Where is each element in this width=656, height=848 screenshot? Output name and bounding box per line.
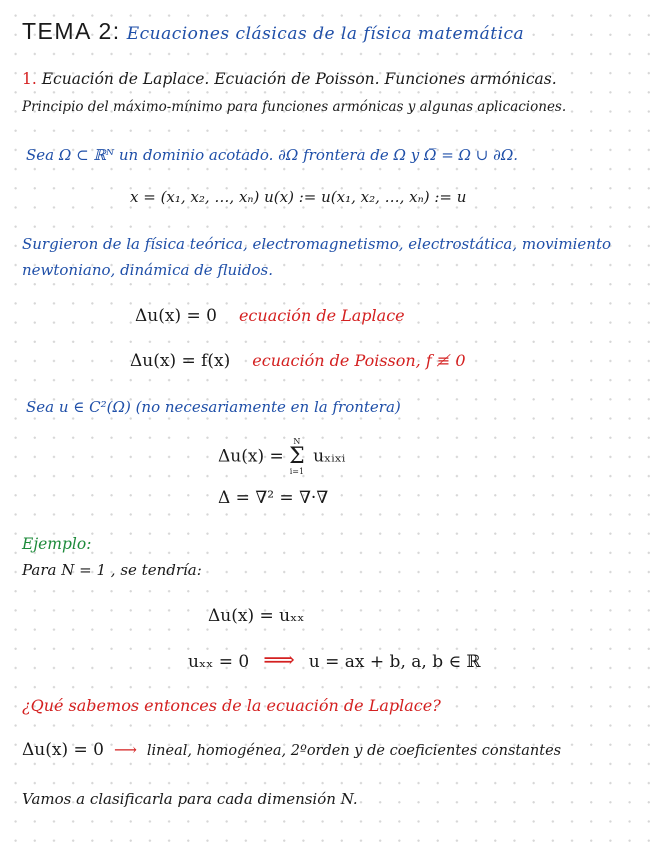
nabla-identity: Δ = ∇² = ∇·∇ <box>218 488 329 508</box>
sum-lower-limit: i=1 <box>289 467 305 476</box>
regularity-statement: Sea u ∈ C²(Ω) (no necesariamente en la frontera) <box>26 398 401 416</box>
example-intro: Para N = 1 , se tendría: <box>22 561 202 579</box>
laplacian-sum-formula <box>218 438 345 476</box>
example-heading: Ejemplo: <box>22 535 92 553</box>
example-eq2-left: uₓₓ = 0 <box>188 652 250 672</box>
section-title-line2: Principio del máximo-mínimo para funciones armónicas y algunas aplicaciones. <box>22 99 567 115</box>
sum-upper-limit: N <box>293 437 301 446</box>
origin-text-line2: newtoniano, dinámica de fluidos. <box>22 261 274 279</box>
laplace-equation <box>135 306 405 326</box>
laplace-properties <box>22 740 561 760</box>
origin-text-line1: Surgieron de la física teórica, electromagnetismo, electrostática, movimiento <box>22 235 612 253</box>
section-heading-line1 <box>22 70 557 88</box>
example-equation-2 <box>188 648 481 673</box>
page-title <box>22 18 524 45</box>
poisson-equation <box>130 351 466 371</box>
laplace-label: ecuación de Laplace <box>238 306 405 325</box>
laplace-formula: Δu(x) = 0 <box>135 306 217 326</box>
title-main: TEMA 2: <box>22 18 121 44</box>
laplace-question: ¿Qué sabemos entonces de la ecuación de Laplace? <box>22 696 441 715</box>
sigma-glyph: Σ <box>289 444 305 469</box>
example-equation-1: Δu(x) = uₓₓ <box>208 606 305 626</box>
closing-statement: Vamos a clasificarla para cada dimensión N. <box>22 790 358 808</box>
implies-arrow-icon: ⟹ <box>263 648 295 673</box>
properties-text: lineal, homogénea, 2ºorden y de coeficientes constantes <box>146 743 562 759</box>
summation-symbol <box>289 438 305 476</box>
domain-definition: Sea Ω ⊂ ℝᴺ un dominio acotado. ∂Ω frontera de Ω y Ω̅ = Ω ∪ ∂Ω. <box>26 146 519 164</box>
section-title-line1: Ecuación de Laplace. Ecuación de Poisson. Funciones armónicas. <box>41 70 557 88</box>
properties-formula: Δu(x) = 0 <box>22 740 104 760</box>
section-number: 1. <box>22 70 37 88</box>
poisson-label: ecuación de Poisson, f ≢ 0 <box>252 351 466 370</box>
variables-definition: x = (x₁, x₂, …, xₙ) u(x) := u(x₁, x₂, …, xₙ) := u <box>130 188 467 206</box>
title-subtitle: Ecuaciones clásicas de la física matemática <box>126 24 525 44</box>
right-arrow-icon: ⟶ <box>113 740 137 759</box>
laplacian-lhs: Δu(x) = <box>218 446 284 467</box>
poisson-formula: Δu(x) = f(x) <box>130 351 231 371</box>
sum-term: uₓᵢₓᵢ <box>313 446 346 467</box>
example-eq2-right: u = ax + b, a, b ∈ ℝ <box>308 652 481 672</box>
